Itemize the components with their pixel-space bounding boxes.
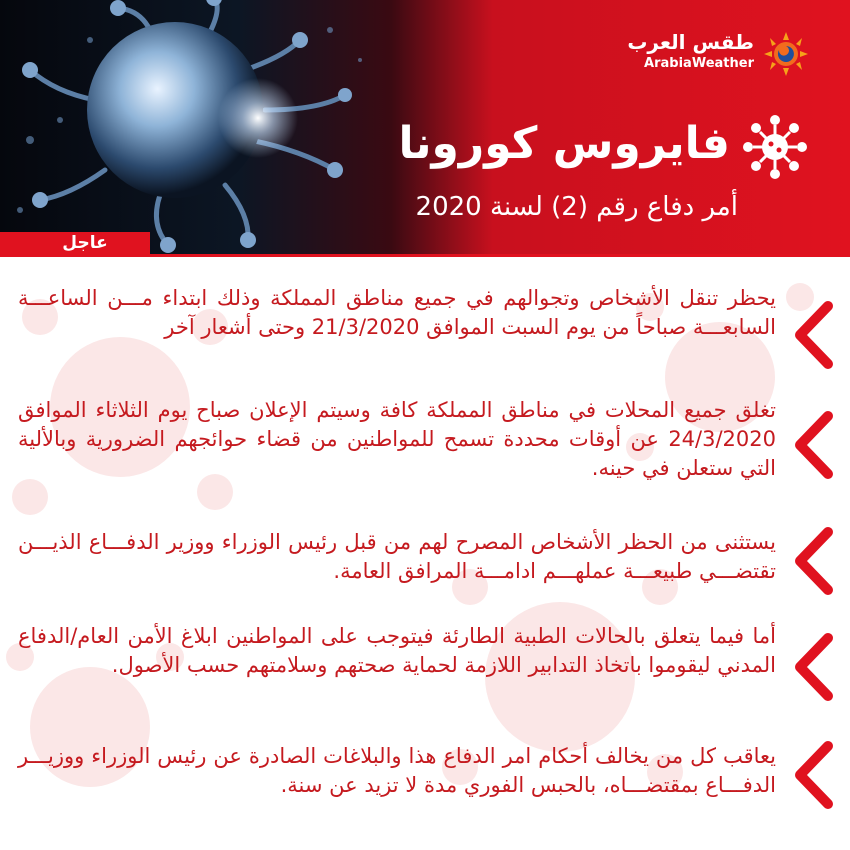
chevron-left-icon <box>790 300 836 370</box>
list-item: يستثنى من الحظر الأشخاص المصرح لهم من قبل رئيس الوزراء ووزير الدفـــاع الذيـــن تقتضـــي طبيعـــة عملهـــم ادامـــة المرافق العامة. <box>18 530 776 583</box>
arabiaweather-logo[interactable] <box>616 30 816 76</box>
logo-arabic-text: طقس العرب <box>627 30 754 54</box>
chevron-left-icon <box>790 410 836 480</box>
logo-english-text: ArabiaWeather <box>644 56 754 71</box>
urgent-badge: عاجل <box>62 233 108 253</box>
chevron-left-icon <box>790 740 836 810</box>
virus-illustration <box>0 0 380 255</box>
page-title: فايروس كورونا <box>398 118 730 169</box>
list-item: يعاقب كل من يخالف أحكام امر الدفاع هذا والبلاغات الصادرة عن رئيس الوزراء ووزيـــر الدفـــاع بمقتضـــاه، بالحبس الفوري مدة لا تزيد عن سنة. <box>18 744 776 797</box>
chevron-left-icon <box>790 632 836 702</box>
coronavirus-icon <box>740 112 810 182</box>
list-item: تغلق جميع المحلات في مناطق المملكة كافة وسيتم الإعلان صباح يوم الثلاثاء الموافق 24/3/2020 عن أوقات محددة تسمح للمواطنين من قضاء حوائجهم الضرورية وبالألية التي ستعلن في حينه. <box>18 398 776 480</box>
list-item: يحظر تنقل الأشخاص وتجوالهم في جميع مناطق المملكة وذلك ابتداء مـــن الساعـــة السابعـــة صباحاً من يوم السبت الموافق 21/3/2020 وحتى أشعار آخر <box>18 286 776 339</box>
header-banner <box>0 0 850 255</box>
page-subtitle: أمر دفاع رقم (2) لسنة 2020 <box>415 192 738 222</box>
chevron-left-icon <box>790 526 836 596</box>
list-item: أما فيما يتعلق بالحالات الطبية الطارئة فيتوجب على المواطنين ابلاغ الأمن العام/الدفاع المدني ليقوموا باتخاذ التدابير اللازمة لحماية صحتهم وسلامتهم حسب الأصول. <box>18 624 776 677</box>
sun-swirl-icon <box>762 32 810 76</box>
